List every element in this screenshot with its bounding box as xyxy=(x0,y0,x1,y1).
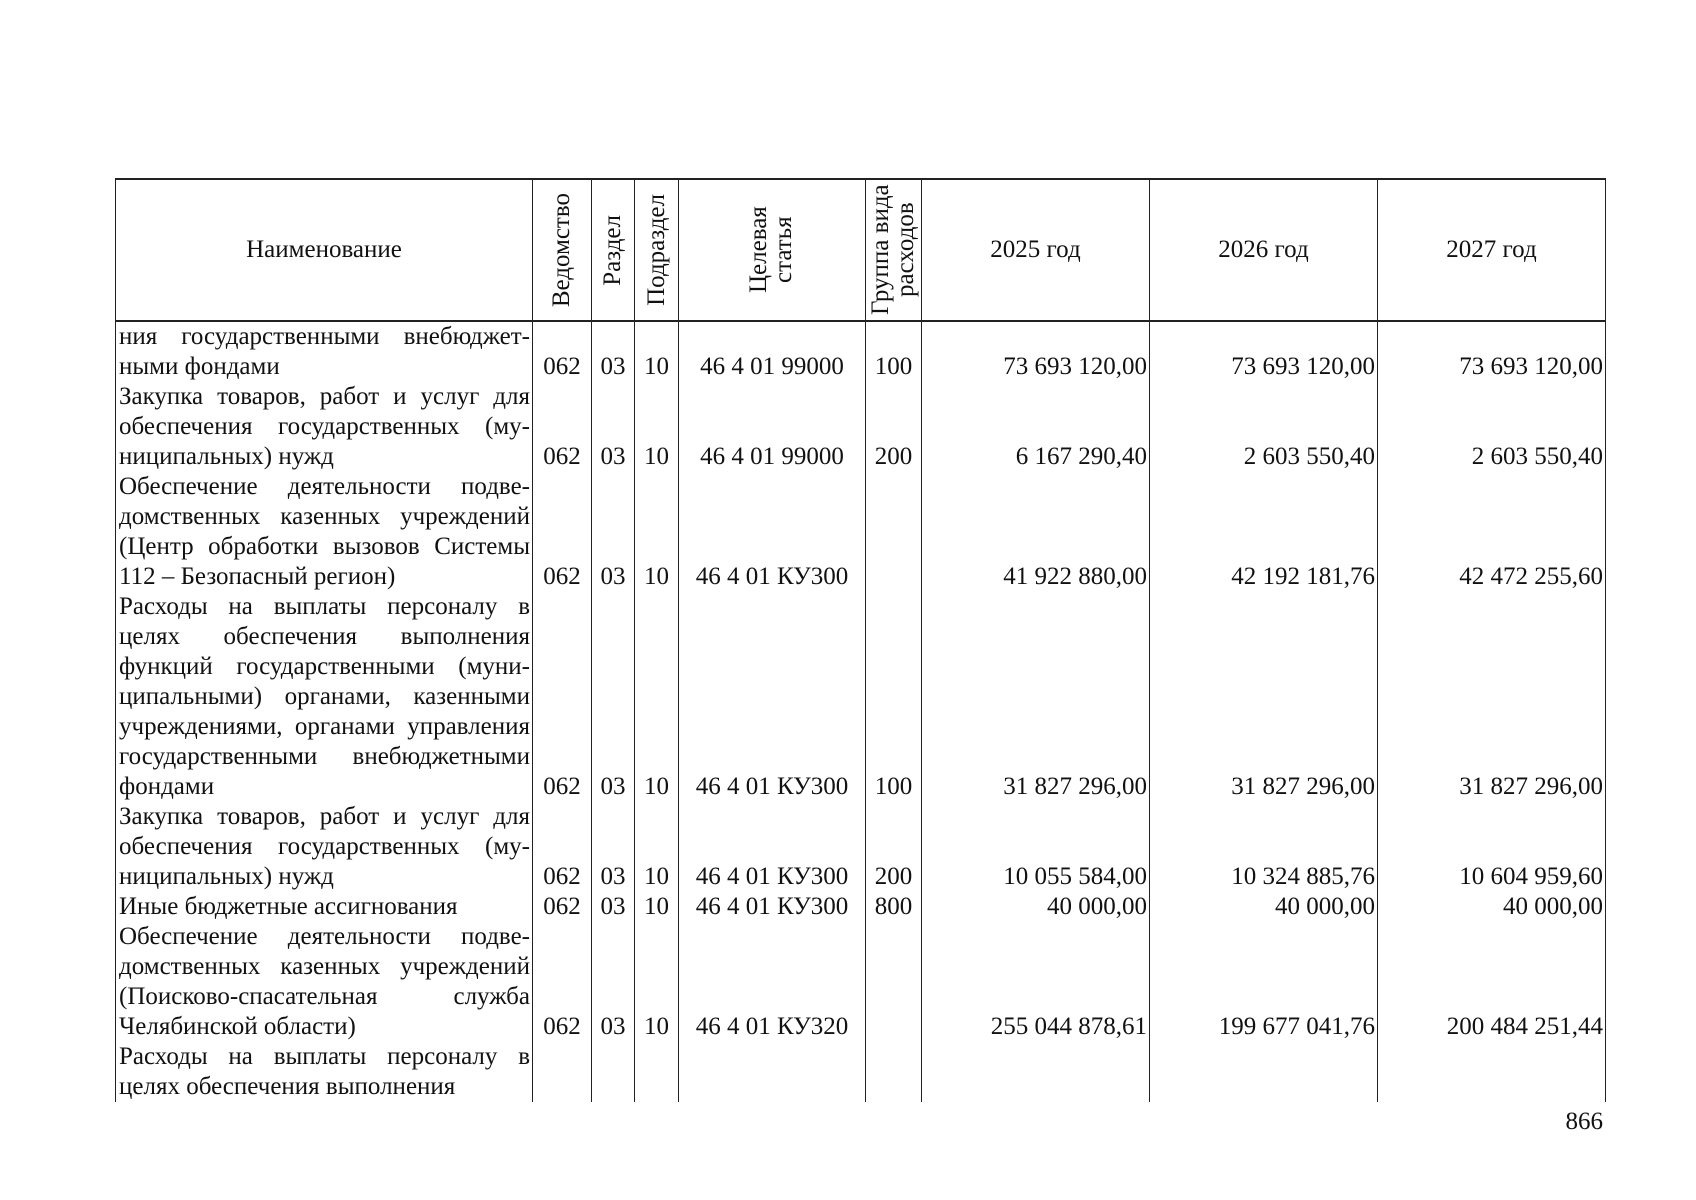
row-name: Расходы на выплаты персоналу в целях обеспечения выполнения функций государственными (муниципальными) органами, казенными учреждениями, органами управления государственными внебюджетными фондами xyxy=(116,592,533,802)
row-vedomstvo: 062 xyxy=(533,592,592,802)
header-celevaya-statya xyxy=(679,179,866,321)
row-vedomstvo: 062 xyxy=(533,922,592,1042)
row-value-2027: 73 693 120,00 xyxy=(1378,321,1606,382)
row-podrazdel: 10 xyxy=(635,802,679,892)
table-row xyxy=(116,892,1606,922)
row-value-2026: 40 000,00 xyxy=(1150,892,1378,922)
row-razdel: 03 xyxy=(592,922,635,1042)
row-value-2025: 40 000,00 xyxy=(922,892,1150,922)
header-2025: 2025 год xyxy=(922,179,1150,321)
row-celevaya-statya: 46 4 01 99000 xyxy=(679,382,866,472)
header-gruppa-vida-rashodov xyxy=(866,179,922,321)
table-header-row xyxy=(116,179,1606,321)
row-value-2027: 40 000,00 xyxy=(1378,892,1606,922)
row-vedomstvo: 062 xyxy=(533,892,592,922)
row-value-2026 xyxy=(1150,1042,1378,1102)
header-celevaya-label: Целевая статья xyxy=(745,206,797,294)
row-gruppa xyxy=(866,1042,922,1102)
row-vedomstvo xyxy=(533,1042,592,1102)
row-podrazdel: 10 xyxy=(635,922,679,1042)
row-podrazdel: 10 xyxy=(635,472,679,592)
header-name: Наименование xyxy=(116,179,533,321)
header-podrazdel-label: Подраздел xyxy=(642,194,670,306)
row-vedomstvo: 062 xyxy=(533,472,592,592)
table-body xyxy=(116,321,1606,1102)
row-celevaya-statya: 46 4 01 99000 xyxy=(679,321,866,382)
row-gruppa: 100 xyxy=(866,592,922,802)
header-razdel xyxy=(592,179,635,321)
header-2026: 2026 год xyxy=(1150,179,1378,321)
table-row xyxy=(116,922,1606,1042)
row-vedomstvo: 062 xyxy=(533,382,592,472)
row-value-2026: 10 324 885,76 xyxy=(1150,802,1378,892)
row-podrazdel: 10 xyxy=(635,321,679,382)
row-razdel: 03 xyxy=(592,892,635,922)
row-razdel: 03 xyxy=(592,321,635,382)
row-celevaya-statya: 46 4 01 КУ300 xyxy=(679,892,866,922)
row-value-2025: 31 827 296,00 xyxy=(922,592,1150,802)
budget-table xyxy=(115,178,1606,1102)
row-name: Обеспечение деятельности подведомственных казенных учреждений (Поисково-спасательная служба Челябинской области) xyxy=(116,922,533,1042)
row-razdel: 03 xyxy=(592,472,635,592)
row-value-2025 xyxy=(922,1042,1150,1102)
table-row xyxy=(116,472,1606,592)
table-row xyxy=(116,592,1606,802)
row-gruppa: 200 xyxy=(866,382,922,472)
row-value-2026: 199 677 041,76 xyxy=(1150,922,1378,1042)
header-gruppa-label: Группа вида расходов xyxy=(866,184,919,316)
row-value-2026: 31 827 296,00 xyxy=(1150,592,1378,802)
page-number: 866 xyxy=(1565,1108,1603,1135)
row-celevaya-statya: 46 4 01 КУ300 xyxy=(679,592,866,802)
header-podrazdel xyxy=(635,179,679,321)
row-value-2025: 73 693 120,00 xyxy=(922,321,1150,382)
row-gruppa: 100 xyxy=(866,321,922,382)
row-value-2027: 42 472 255,60 xyxy=(1378,472,1606,592)
row-celevaya-statya xyxy=(679,1042,866,1102)
row-razdel: 03 xyxy=(592,802,635,892)
row-name: ния государственными внебюджетными фондами xyxy=(116,321,533,382)
row-value-2026: 73 693 120,00 xyxy=(1150,321,1378,382)
row-gruppa xyxy=(866,472,922,592)
row-value-2027 xyxy=(1378,1042,1606,1102)
row-razdel xyxy=(592,1042,635,1102)
row-celevaya-statya: 46 4 01 КУ320 xyxy=(679,922,866,1042)
row-name: Расходы на выплаты персоналу в целях обеспечения выполнения xyxy=(116,1042,533,1102)
row-name: Обеспечение деятельности подведомственных казенных учреждений (Центр обработки вызовов Системы 112 – Безопасный регион) xyxy=(116,472,533,592)
table-row xyxy=(116,321,1606,382)
row-razdel: 03 xyxy=(592,382,635,472)
row-celevaya-statya: 46 4 01 КУ300 xyxy=(679,472,866,592)
row-podrazdel: 10 xyxy=(635,592,679,802)
header-vedomstvo-label: Ведомство xyxy=(548,192,575,308)
row-gruppa: 800 xyxy=(866,892,922,922)
row-value-2026: 42 192 181,76 xyxy=(1150,472,1378,592)
header-razdel-label: Раздел xyxy=(599,214,626,286)
row-gruppa xyxy=(866,922,922,1042)
row-value-2025: 255 044 878,61 xyxy=(922,922,1150,1042)
row-podrazdel xyxy=(635,1042,679,1102)
row-vedomstvo: 062 xyxy=(533,321,592,382)
table-row xyxy=(116,1042,1606,1102)
row-celevaya-statya: 46 4 01 КУ300 xyxy=(679,802,866,892)
header-vedomstvo xyxy=(533,179,592,321)
row-vedomstvo: 062 xyxy=(533,802,592,892)
row-value-2025: 41 922 880,00 xyxy=(922,472,1150,592)
row-value-2027: 200 484 251,44 xyxy=(1378,922,1606,1042)
table-row xyxy=(116,382,1606,472)
row-value-2027: 2 603 550,40 xyxy=(1378,382,1606,472)
row-value-2025: 6 167 290,40 xyxy=(922,382,1150,472)
row-value-2025: 10 055 584,00 xyxy=(922,802,1150,892)
row-value-2027: 31 827 296,00 xyxy=(1378,592,1606,802)
row-podrazdel: 10 xyxy=(635,382,679,472)
row-podrazdel: 10 xyxy=(635,892,679,922)
row-name: Иные бюджетные ассигнования xyxy=(116,892,533,922)
row-value-2027: 10 604 959,60 xyxy=(1378,802,1606,892)
table-row xyxy=(116,802,1606,892)
row-gruppa: 200 xyxy=(866,802,922,892)
row-name: Закупка товаров, работ и услуг для обеспечения государственных (муниципальных) нужд xyxy=(116,382,533,472)
row-name: Закупка товаров, работ и услуг для обеспечения государственных (муниципальных) нужд xyxy=(116,802,533,892)
header-2027: 2027 год xyxy=(1378,179,1606,321)
row-value-2026: 2 603 550,40 xyxy=(1150,382,1378,472)
row-razdel: 03 xyxy=(592,592,635,802)
